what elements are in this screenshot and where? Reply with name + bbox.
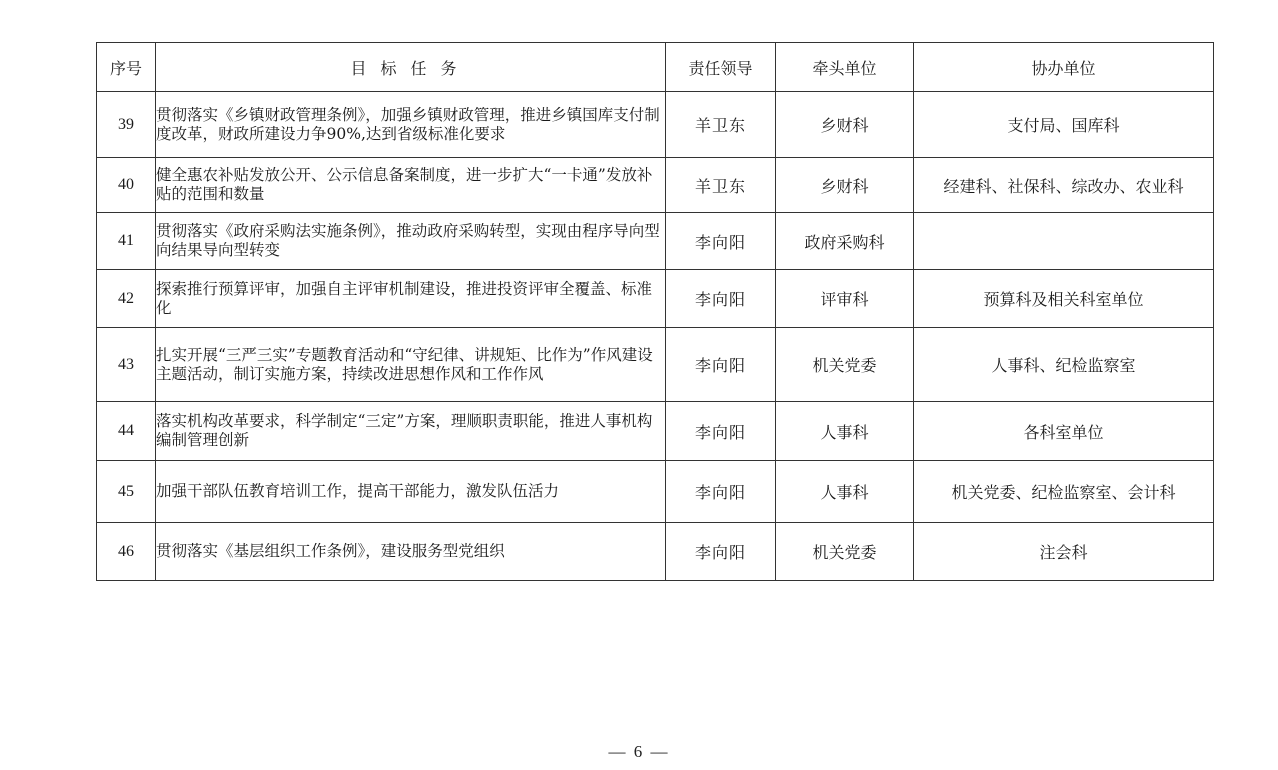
- table-row: [97, 402, 1214, 461]
- row-num: 39: [97, 92, 156, 158]
- header-assist-unit: 协办单位: [914, 43, 1214, 92]
- row-assist-unit: [914, 213, 1214, 270]
- row-assist-unit: 支付局、国库科: [914, 92, 1214, 158]
- row-lead-unit: 机关党委: [776, 328, 914, 402]
- row-task: 贯彻落实《乡镇财政管理条例》，加强乡镇财政管理，推进乡镇国库支付制度改革，财政所建设力争90%,达到省级标准化要求: [156, 92, 666, 158]
- row-num: 46: [97, 523, 156, 581]
- row-task: 健全惠农补贴发放公开、公示信息备案制度，进一步扩大“一卡通”发放补贴的范围和数量: [156, 158, 666, 213]
- row-task: 扎实开展“三严三实”专题教育活动和“守纪律、讲规矩、比作为”作风建设主题活动，制订实施方案，持续改进思想作风和工作作风: [156, 328, 666, 402]
- task-table: [96, 42, 1214, 581]
- row-num: 42: [97, 270, 156, 328]
- row-num: 45: [97, 461, 156, 523]
- row-leader: 李向阳: [666, 270, 776, 328]
- table-row: [97, 270, 1214, 328]
- row-leader: 羊卫东: [666, 158, 776, 213]
- row-assist-unit: 注会科: [914, 523, 1214, 581]
- row-leader: 李向阳: [666, 461, 776, 523]
- row-task: 探索推行预算评审，加强自主评审机制建设，推进投资评审全覆盖、标准化: [156, 270, 666, 328]
- row-leader: 李向阳: [666, 402, 776, 461]
- row-lead-unit: 人事科: [776, 461, 914, 523]
- row-leader: 李向阳: [666, 213, 776, 270]
- row-task: 贯彻落实《基层组织工作条例》，建设服务型党组织: [156, 523, 666, 581]
- row-lead-unit: 机关党委: [776, 523, 914, 581]
- row-assist-unit: 各科室单位: [914, 402, 1214, 461]
- table-row: [97, 213, 1214, 270]
- row-task: 落实机构改革要求，科学制定“三定”方案，理顺职责职能，推进人事机构编制管理创新: [156, 402, 666, 461]
- row-leader: 羊卫东: [666, 92, 776, 158]
- row-lead-unit: 人事科: [776, 402, 914, 461]
- table-row: [97, 158, 1214, 213]
- row-lead-unit: 乡财科: [776, 158, 914, 213]
- row-assist-unit: 经建科、社保科、综改办、农业科: [914, 158, 1214, 213]
- row-num: 44: [97, 402, 156, 461]
- row-num: 43: [97, 328, 156, 402]
- row-task: 加强干部队伍教育培训工作，提高干部能力，激发队伍活力: [156, 461, 666, 523]
- header-num: 序号: [97, 43, 156, 92]
- row-lead-unit: 政府采购科: [776, 213, 914, 270]
- header-task-label: 目标任务: [350, 58, 471, 78]
- page-number: — 6 —: [608, 742, 670, 761]
- row-lead-unit: 乡财科: [776, 92, 914, 158]
- table-row: [97, 328, 1214, 402]
- header-leader: 责任领导: [666, 43, 776, 92]
- row-leader: 李向阳: [666, 523, 776, 581]
- table-row: [97, 523, 1214, 581]
- row-assist-unit: 预算科及相关科室单位: [914, 270, 1214, 328]
- row-lead-unit: 评审科: [776, 270, 914, 328]
- header-task: [156, 43, 666, 92]
- row-assist-unit: 机关党委、纪检监察室、会计科: [914, 461, 1214, 523]
- row-assist-unit: 人事科、纪检监察室: [914, 328, 1214, 402]
- row-task: 贯彻落实《政府采购法实施条例》，推动政府采购转型，实现由程序导向型向结果导向型转变: [156, 213, 666, 270]
- table-row: [97, 461, 1214, 523]
- row-num: 41: [97, 213, 156, 270]
- table-row: [97, 92, 1214, 158]
- row-num: 40: [97, 158, 156, 213]
- row-leader: 李向阳: [666, 328, 776, 402]
- header-lead-unit: 牵头单位: [776, 43, 914, 92]
- header-row: [97, 43, 1214, 92]
